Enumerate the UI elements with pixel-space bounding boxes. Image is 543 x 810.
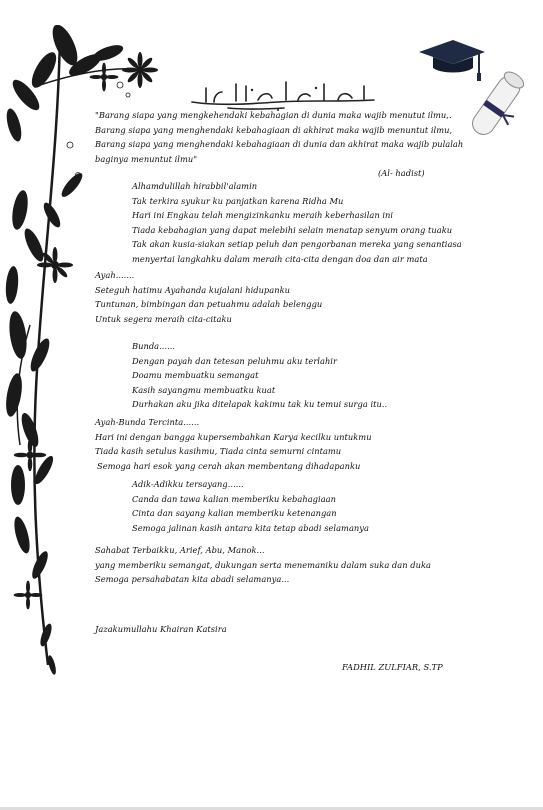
adik-section xyxy=(132,477,369,535)
diploma-scroll-icon xyxy=(466,66,528,146)
sahabat-line: Sahabat Terbaikku, Arief, Abu, Manok... xyxy=(95,545,265,555)
quote-line: Barang siapa yang menghendaki kebahagiaan di akhirat maka wajib menuntut ilmu, xyxy=(95,124,453,135)
bunda-line: Durhakan aku jika ditelapak kakimu tak ku temui surga itu.. xyxy=(132,399,388,410)
gratitude-line: Tiada kebahagian yang dapat melebihi selain menatap senyum orang tuaku xyxy=(132,224,453,235)
ayah-bunda-line: Semoga hari esok yang cerah akan membentang dihadapanku xyxy=(97,460,361,471)
ayah-bunda-line: Hari ini dengan bangga kupersembahkan Karya kecilku untukmu xyxy=(95,431,372,442)
adik-line: Adik-Adikku tersayang...... xyxy=(132,479,244,489)
bunda-line: Kasih sayangmu membuatku kuat xyxy=(132,384,276,395)
bunda-line: Dengan payah dan tetesan peluhmu aku terlahir xyxy=(132,355,337,366)
basmala-calligraphy xyxy=(188,78,378,112)
adik-line: Semoga jalinan kasih antara kita tetap abadi selamanya xyxy=(132,522,369,533)
ayah-line: Untuk segera meraih cita-citaku xyxy=(95,313,232,324)
ayah-line: Tuntunan, bimbingan dan petuahmu adalah belenggu xyxy=(95,299,323,310)
quote-source: (Al- hadist) xyxy=(378,168,425,178)
hadith-quote xyxy=(95,108,463,166)
sahabat-section xyxy=(95,543,431,587)
gratitude-line: Tak akan kusia-siakan setiap peluh dan pengorbanan mereka yang senantiasa xyxy=(132,239,462,250)
bunda-line: Bunda...... xyxy=(132,341,176,351)
sahabat-line: Semoga persahabatan kita abadi selamanya... xyxy=(95,574,290,585)
ayah-bunda-line: Ayah-Bunda Tercinta...... xyxy=(95,417,200,427)
gratitude-line: menyertai langkahku dalam meraih cita-cita dengan doa dan air mata xyxy=(132,253,428,264)
signature: FADHIL ZULFIAR, S.TP xyxy=(342,662,443,672)
bunda-section xyxy=(132,339,387,412)
quote-line: baginya menuntut ilmu" xyxy=(95,153,198,164)
gratitude-section xyxy=(132,179,462,267)
ayah-bunda-line: Tiada kasih setulus kasihmu, Tiada cinta semurni cintamu xyxy=(95,446,342,457)
adik-line: Cinta dan sayang kalian memberiku ketenangan xyxy=(132,508,337,519)
sahabat-line: yang memberiku semangat, dukungan serta menemaniku dalam suka dan duka xyxy=(95,559,431,570)
quote-line: Barang siapa yang menghendaki kebahagiaan di dunia dan akhirat maka wajib pulalah xyxy=(95,139,464,150)
ayah-line: Ayah....... xyxy=(95,270,135,280)
gratitude-line: Hari ini Engkau telah mengizinkanku meraih keberhasilan ini xyxy=(132,210,394,221)
closing-line: Jazakumullahu Khairan Katsira xyxy=(95,624,227,634)
gratitude-line: Tak terkira syukur ku panjatkan karena Ridha Mu xyxy=(132,195,344,206)
ayah-bunda-section xyxy=(95,415,372,473)
ayah-section xyxy=(95,268,322,326)
adik-line: Canda dan tawa kalian memberiku kebahagiaan xyxy=(132,493,336,504)
ayah-line: Seteguh hatimu Ayahanda kujalani hidupanku xyxy=(95,284,291,295)
quote-line: "Barang siapa yang mengkehendaki kebahagian di dunia maka wajib menutut ilmu,. xyxy=(95,110,452,120)
gratitude-line: Alhamdulillah hirabbil'alamin xyxy=(132,181,258,191)
bunda-line: Doamu membuatku semangat xyxy=(132,370,259,381)
